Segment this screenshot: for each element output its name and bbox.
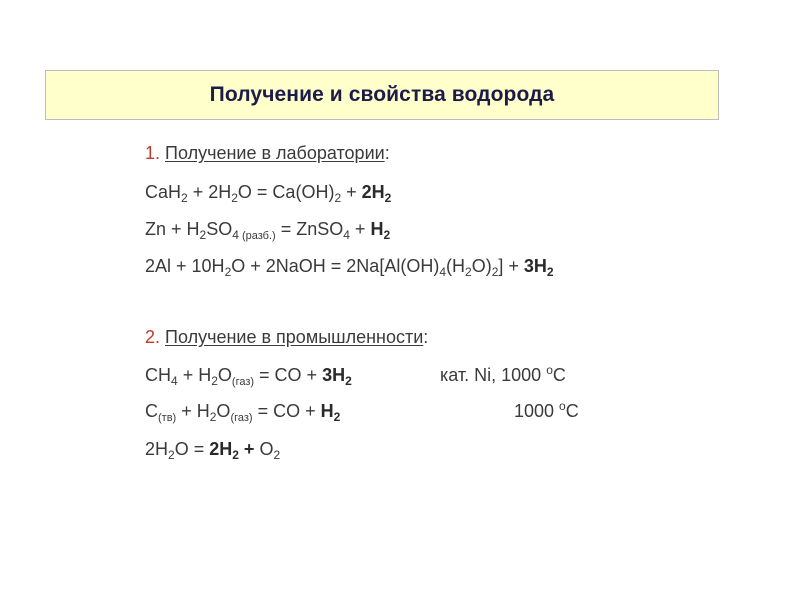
eq-text: Zn + H xyxy=(145,219,200,239)
eq-text: O + 2NaOH = 2Na[Al(OH) xyxy=(231,256,440,276)
industry-section-number: 2. xyxy=(145,327,161,347)
eq-condition-unit: C xyxy=(552,365,566,385)
eq-text: + xyxy=(238,439,260,459)
eq-subscript: 2 xyxy=(211,374,218,388)
eq-text: 2Al + 10H xyxy=(145,256,225,276)
eq-subscript: 2 xyxy=(224,265,232,279)
eq-state-subscript: (газ) xyxy=(230,412,253,424)
slide-title: Получение и свойства водорода xyxy=(209,83,555,106)
eq-subscript: 4 xyxy=(232,228,239,242)
eq-subscript: 4 xyxy=(439,265,447,279)
degree-superscript: o xyxy=(559,399,566,413)
eq-text: + H xyxy=(177,365,212,385)
eq-subscript: 2 xyxy=(333,410,341,424)
industry-eq1-conditions xyxy=(440,365,566,386)
eq-text: CH xyxy=(145,365,171,385)
industry-section-heading xyxy=(145,327,428,348)
eq-subscript: 2 xyxy=(273,448,281,462)
industry-equation-2 xyxy=(145,401,340,422)
industry-equation-1 xyxy=(145,365,352,386)
eq-text: = ZnSO xyxy=(275,219,344,239)
degree-superscript: o xyxy=(546,363,553,377)
eq-subscript: 2 xyxy=(384,191,392,205)
eq-text: ] + xyxy=(498,256,524,276)
lab-equation-2 xyxy=(145,219,390,240)
eq-subscript: 2 xyxy=(231,191,238,205)
eq-state-subscript: (тв) xyxy=(158,412,177,424)
lab-section-colon: : xyxy=(384,143,390,163)
industry-section-colon: : xyxy=(423,327,429,347)
eq-product-hydrogen: 2H xyxy=(361,182,385,202)
industry-section-title: Получение в промышленности xyxy=(165,327,424,347)
industry-eq2-conditions xyxy=(514,401,579,422)
eq-text: O xyxy=(259,439,274,459)
eq-text: O = Ca(OH) xyxy=(237,182,335,202)
lab-section-number: 1. xyxy=(145,143,161,163)
lab-equation-3 xyxy=(145,256,554,277)
eq-product-hydrogen: H xyxy=(320,401,334,421)
eq-product-hydrogen: 3H xyxy=(523,256,547,276)
eq-subscript: 2 xyxy=(209,410,217,424)
industry-equation-3 xyxy=(145,439,280,460)
eq-text: SO xyxy=(206,219,233,239)
eq-text: 2H xyxy=(145,439,169,459)
eq-product-hydrogen: H xyxy=(370,219,384,239)
eq-text: + xyxy=(349,219,371,239)
eq-subscript: 2 xyxy=(199,228,207,242)
eq-text: CaH xyxy=(145,182,182,202)
eq-text: + xyxy=(341,182,362,202)
eq-subscript: 2 xyxy=(465,265,472,279)
eq-subscript: 4 xyxy=(171,374,178,388)
eq-subscript: 2 xyxy=(181,191,188,205)
eq-condition-unit: C xyxy=(565,401,579,421)
eq-subscript: 2 xyxy=(334,191,342,205)
eq-text: O xyxy=(217,365,232,385)
eq-condition: кат. Ni, 1000 xyxy=(440,365,547,385)
eq-text: O xyxy=(216,401,231,421)
eq-product-hydrogen: 2H xyxy=(209,439,233,459)
eq-text: C xyxy=(145,401,158,421)
eq-subscript: 2 xyxy=(168,448,175,462)
eq-subscript: 4 xyxy=(343,228,350,242)
eq-subscript: 2 xyxy=(383,228,391,242)
eq-text: = CO + xyxy=(254,365,323,385)
title-box xyxy=(45,70,719,120)
eq-text: + H xyxy=(176,401,210,421)
eq-state-subscript: (газ) xyxy=(231,376,255,388)
eq-text: O) xyxy=(471,256,492,276)
lab-section-heading xyxy=(145,143,390,164)
eq-text: = CO + xyxy=(252,401,321,421)
eq-text: (H xyxy=(446,256,466,276)
eq-text: + 2H xyxy=(187,182,232,202)
eq-subscript: 2 xyxy=(232,448,239,462)
eq-subscript: 2 xyxy=(491,265,499,279)
eq-subscript: 2 xyxy=(546,265,554,279)
eq-subscript: 2 xyxy=(345,374,352,388)
lab-section-title: Получение в лаборатории xyxy=(165,143,385,163)
eq-condition: 1000 xyxy=(514,401,560,421)
eq-text: O = xyxy=(174,439,210,459)
eq-condition-note: (разб.) xyxy=(238,230,276,242)
lab-equation-1 xyxy=(145,182,391,203)
eq-product-hydrogen: 3H xyxy=(322,365,346,385)
